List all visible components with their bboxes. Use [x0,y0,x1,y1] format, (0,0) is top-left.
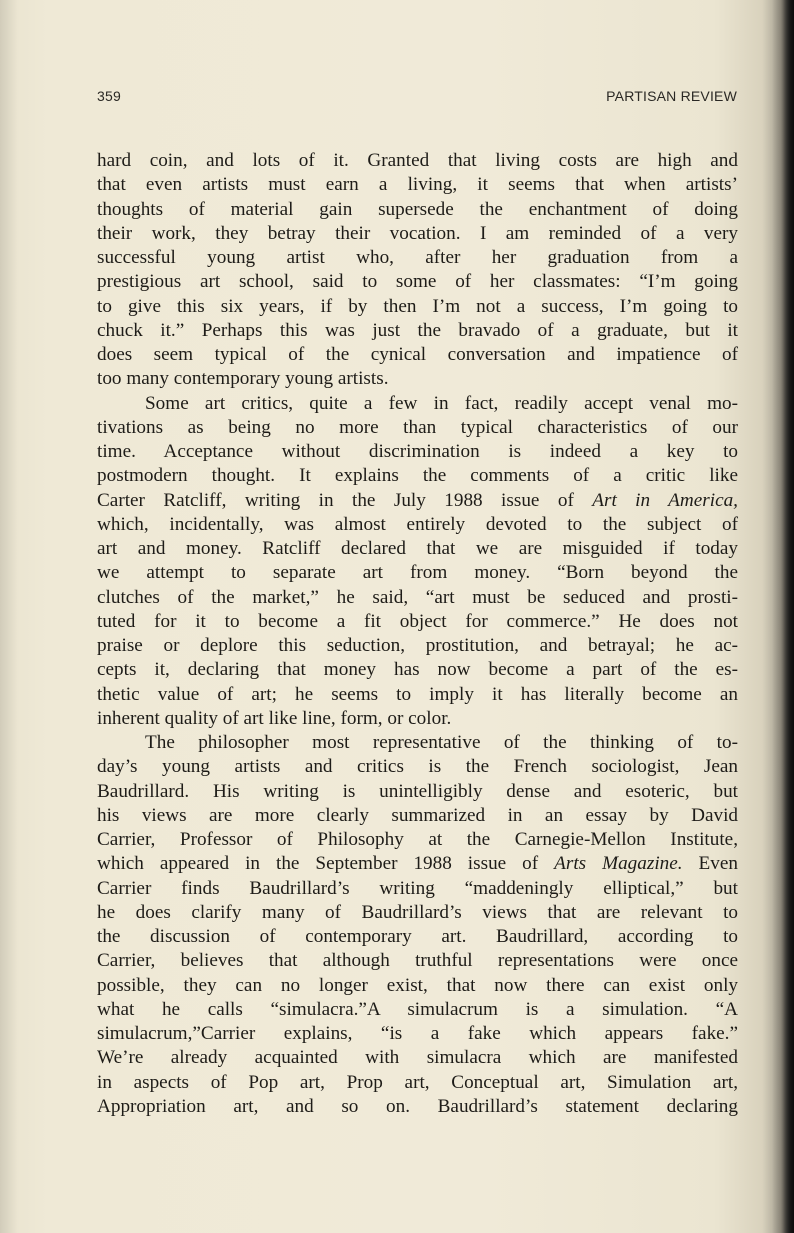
text-line: thetic value of art; he seems to imply it has literally become an [97,683,738,705]
text-line: chuck it.” Perhaps this was just the bravado of a graduate, but it [97,319,738,341]
text-line: Carrier, believes that although truthful representations were once [97,950,738,972]
text-line: prestigious art school, said to some of her classmates: “I’m going [97,271,738,293]
text-line: Carrier finds Baudrillard’s writing “maddeningly elliptical,” but [97,877,738,899]
gutter-shadow [0,0,18,1233]
magazine-title: Art in America, [592,489,738,511]
page-edge-shadow [772,0,794,1233]
text-line: praise or deplore this seduction, prostitution, and betrayal; he ac- [97,635,738,656]
text-line: time. Acceptance without discrimination is indeed a key to [97,441,738,462]
text-line: successful young artist who, after her graduation from a [97,247,738,268]
text-line: Appropriation art, and so on. Baudrillard’s statement declaring [97,1095,738,1117]
article-body [97,149,738,1119]
text-line: possible, they can no longer exist, that now there can exist only [97,974,738,996]
text-line: day’s young artists and critics is the French sociologist, Jean [97,756,738,778]
text-line: postmodern thought. It explains the comments of a critic like [97,465,738,487]
text-line-with-title [97,489,738,513]
text-line: The philosopher most representative of the thinking of to- [145,732,738,753]
text-segment: Even [682,853,738,875]
text-line: his views are more clearly summarized in an essay by David [97,804,738,826]
text-line: we attempt to separate art from money. “Born beyond the [97,562,738,584]
text-line: he does clarify many of Baudrillard’s views that are relevant to [97,901,738,923]
magazine-title: Arts Magazine. [554,853,683,875]
text-line-with-title [97,852,738,876]
text-line: the discussion of contemporary art. Baudrillard, according to [97,926,738,947]
paragraph-3 [97,731,738,1119]
text-line: to give this six years, if by then I’m not a success, I’m going to [97,295,738,317]
text-line: does seem typical of the cynical conversation and impatience of [97,344,738,365]
paragraph-2 [97,392,738,732]
text-line: cepts it, declaring that money has now become a part of the es- [97,659,738,681]
text-line: their work, they betray their vocation. I am reminded of a very [97,222,738,244]
text-line: thoughts of material gain supersede the enchantment of doing [97,198,738,220]
text-line: art and money. Ratcliff declared that we are misguided if today [97,538,738,559]
journal-title: PARTISAN REVIEW [606,88,737,104]
text-line: simulacrum,”Carrier explains, “is a fake which appears fake.” [97,1023,738,1044]
text-line: in aspects of Pop art, Prop art, Conceptual art, Simulation art, [97,1071,738,1093]
text-line: too many contemporary young artists. [97,368,389,390]
text-segment: which appeared in the September 1988 issue of [97,853,555,875]
text-line: Carrier, Professor of Philosophy at the Carnegie-Mellon Institute, [97,829,738,850]
text-line: hard coin, and lots of it. Granted that living costs are high and [97,150,738,171]
paragraph-1 [97,149,738,392]
text-line: Some art critics, quite a few in fact, readily accept venal mo- [145,392,738,414]
page-number: 359 [97,88,121,104]
text-line: which, incidentally, was almost entirely devoted to the subject of [97,513,738,535]
text-line: clutches of the market,” he said, “art must be seduced and prosti- [97,586,738,608]
text-line: tuted for it to become a fit object for commerce.” He does not [97,610,738,632]
text-line: We’re already acquainted with simulacra which are manifested [97,1047,738,1069]
text-segment: Carter Ratcliff, writing in the July 1988 issue of [97,489,593,511]
text-line: what he calls “simulacra.”A simulacrum is a simulation. “A [97,998,738,1020]
text-line: inherent quality of art like line, form, or color. [97,707,452,729]
running-head [97,88,737,112]
text-line: that even artists must earn a living, it seems that when artists’ [97,174,738,196]
text-line: Baudrillard. His writing is unintelligibly dense and esoteric, but [97,780,738,802]
text-line: tivations as being no more than typical characteristics of our [97,416,738,438]
